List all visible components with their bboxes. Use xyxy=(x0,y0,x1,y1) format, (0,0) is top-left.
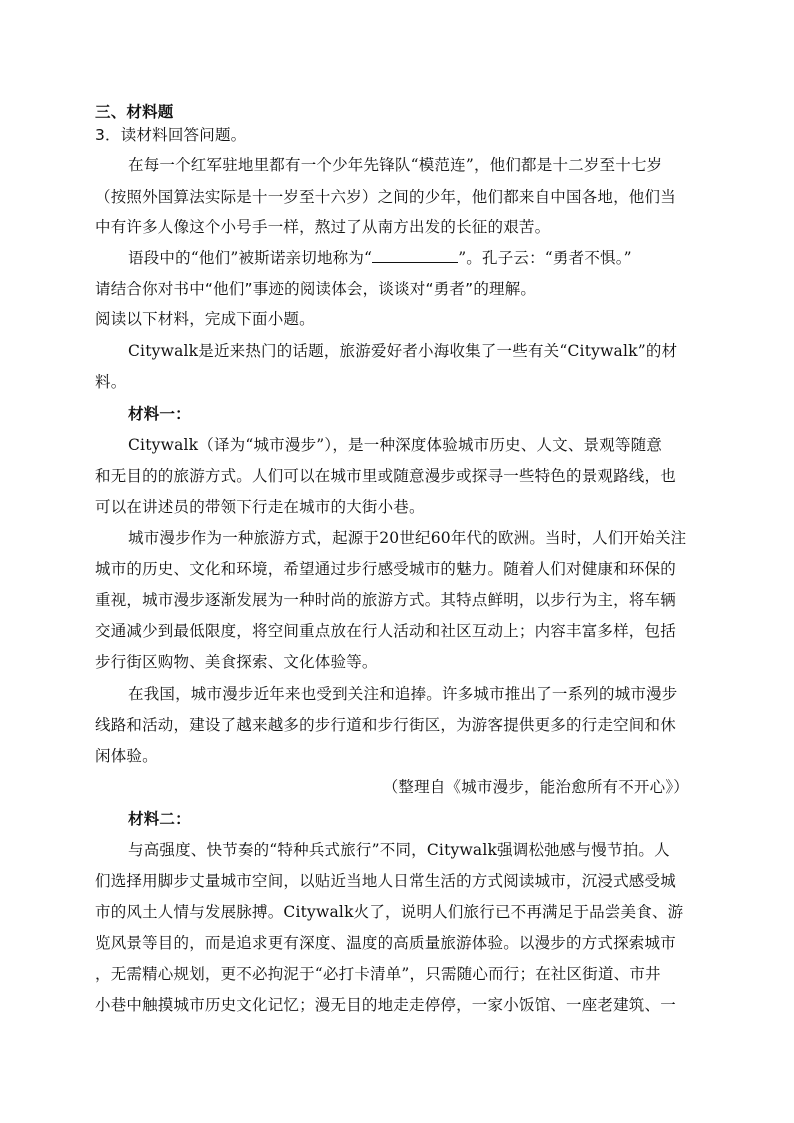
material-1-source: （整理自《城市漫步，能治愈所有不开心》） xyxy=(382,778,689,796)
q3-question-line: 请结合你对书中“他们”事迹的阅读体会，谈谈对“勇者”的理解。 xyxy=(95,280,537,298)
material-1-line: 在我国，城市漫步近年来也受到关注和追捧。许多城市推出了一系列的城市漫步 xyxy=(128,685,678,703)
answer-blank[interactable] xyxy=(372,248,458,263)
material-2-line: ，无需精心规划，更不必拘泥于“必打卡清单”，只需随心而行；在社区街道、市井 xyxy=(95,965,661,983)
material-1-line: 可以在讲述员的带领下行走在城市的大街小巷。 xyxy=(95,498,425,516)
reading-lead-line: 料。 xyxy=(95,373,127,391)
q3-paragraph-line: 中有许多人像这个小号手一样，熬过了从南方出发的长征的艰苦。 xyxy=(95,218,551,236)
material-1-line: 重视，城市漫步逐渐发展为一种时尚的旅游方式。其特点鲜明，以步行为主，将车辆 xyxy=(95,591,676,609)
q3-blank-text-before: 语段中的“他们”被斯诺亲切地称为“ xyxy=(128,249,373,267)
material-1-line: Citywalk（译为“城市漫步”），是一种深度体验城市历史、人文、景观等随意 xyxy=(128,436,663,454)
q3-fill-blank-line xyxy=(128,247,632,269)
q3-blank-text-after: ”。孔子云：“勇者不惧。” xyxy=(458,249,632,267)
material-1-title: 材料一： xyxy=(128,405,191,423)
material-2-line: 们选择用脚步丈量城市空间，以贴近当地人日常生活的方式阅读城市，沉浸式感受城 xyxy=(95,872,676,890)
q3-paragraph-line: （按照外国算法实际是十一岁至十六岁）之间的少年，他们都来自中国各地，他们当 xyxy=(95,188,676,206)
material-2-line: 市的风土人情与发展脉搏。Citywalk火了，说明人们旅行已不再满足于品尝美食、游 xyxy=(95,903,684,921)
reading-lead-line: Citywalk是近来热门的话题，旅游爱好者小海收集了一些有关“Citywalk”的材 xyxy=(128,342,678,360)
q3-paragraph-line: 在每一个红军驻地里都有一个少年先锋队“模范连”，他们都是十二岁至十七岁 xyxy=(128,156,663,174)
material-1-line: 城市的历史、文化和环境，希望通过步行感受城市的魅力。随着人们对健康和环保的 xyxy=(95,560,676,578)
material-2-line: 览风景等目的，而是追求更有深度、温度的高质量旅游体验。以漫步的方式探索城市 xyxy=(95,934,676,952)
material-1-line: 步行街区购物、美食探索、文化体验等。 xyxy=(95,653,378,671)
question-3-prompt: 3．读材料回答问题。 xyxy=(95,126,247,144)
reading-intro: 阅读以下材料，完成下面小题。 xyxy=(95,310,315,328)
material-2-line: 小巷中触摸城市历史文化记忆；漫无目的地走走停停，一家小饭馆、一座老建筑、一 xyxy=(95,996,676,1014)
section-title: 三、材料题 xyxy=(95,103,174,121)
material-2-line: 与高强度、快节奏的“特种兵式旅行”不同，Citywalk强调松弛感与慢节拍。人 xyxy=(128,841,670,859)
material-1-line: 闲体验。 xyxy=(95,747,158,765)
material-2-title: 材料二： xyxy=(128,810,191,828)
material-1-line: 和无目的的旅游方式。人们可以在城市里或随意漫步或探寻一些特色的景观路线，也 xyxy=(95,467,676,485)
material-1-line: 交通减少到最低限度，将空间重点放在行人活动和社区互动上；内容丰富多样，包括 xyxy=(95,622,676,640)
material-1-line: 城市漫步作为一种旅游方式，起源于20世纪60年代的欧洲。当时，人们开始关注 xyxy=(128,529,687,547)
material-1-line: 线路和活动，建设了越来越多的步行道和步行街区，为游客提供更多的行走空间和休 xyxy=(95,716,676,734)
